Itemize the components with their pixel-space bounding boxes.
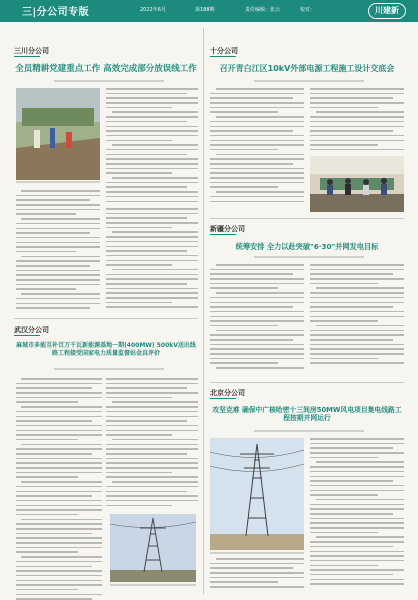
article-photo: [310, 156, 404, 212]
section-label: 武汉分公司: [14, 326, 49, 334]
photo-caption: [110, 584, 196, 586]
section-divider: [210, 382, 404, 383]
article-body: [16, 190, 100, 310]
article-headline: 麻城市多能互补百万千瓦新能源基地一期(400MW) 500kV送出线路工程接受国家电力质量监督站金具评价: [16, 342, 196, 357]
article-headline: 统筹安排 全力以赴突破"6·30"并网发电目标: [235, 242, 379, 251]
article-body: [210, 88, 304, 204]
article-body: [210, 264, 304, 374]
masthead-title: 三|分公司专版: [22, 7, 90, 18]
editor-credit: 责任编辑：张云: [245, 7, 281, 13]
issue-number: 第188期: [195, 7, 215, 13]
photo-caption: [210, 552, 304, 554]
column-divider: [203, 28, 204, 594]
section-label: 十分公司: [210, 47, 238, 55]
section-label: 三川分公司: [14, 47, 49, 55]
issue-date: 2022年6月: [140, 7, 166, 13]
article-headline: 全员精耕党建重点工作 高效完成部分放误线工作: [15, 64, 197, 74]
article-body: [106, 88, 198, 204]
article-headline: 召开青白江区10kV外部电源工程施工设计交底会: [219, 64, 395, 73]
article-byline: [254, 80, 364, 82]
article-body: [16, 378, 102, 600]
article-body: [310, 264, 404, 374]
article-body: [210, 558, 304, 592]
article-body: [310, 88, 404, 152]
article-body: [106, 378, 198, 510]
article-body: [106, 208, 198, 310]
masthead: [0, 0, 418, 22]
newspaper-logo: 川建新: [368, 3, 406, 19]
article-byline: [254, 430, 364, 432]
article-body: [310, 438, 404, 592]
article-photo: [110, 514, 196, 582]
section-label: 北京分公司: [210, 389, 245, 397]
article-photo: [210, 438, 304, 550]
photo-caption: [16, 181, 100, 183]
section-divider: [210, 218, 404, 219]
article-photo: [16, 88, 100, 180]
proof-credit: 校对：: [300, 7, 316, 13]
article-headline: 攻坚克难 确保中广核哈密十三间房50MW风电项目集电线路工程按期并网运行: [212, 406, 402, 423]
page-body: [14, 28, 404, 594]
section-label: 新疆分公司: [210, 225, 245, 233]
article-byline: [254, 256, 364, 258]
article-byline: [54, 80, 164, 82]
section-divider: [14, 318, 198, 319]
article-byline: [54, 368, 164, 370]
